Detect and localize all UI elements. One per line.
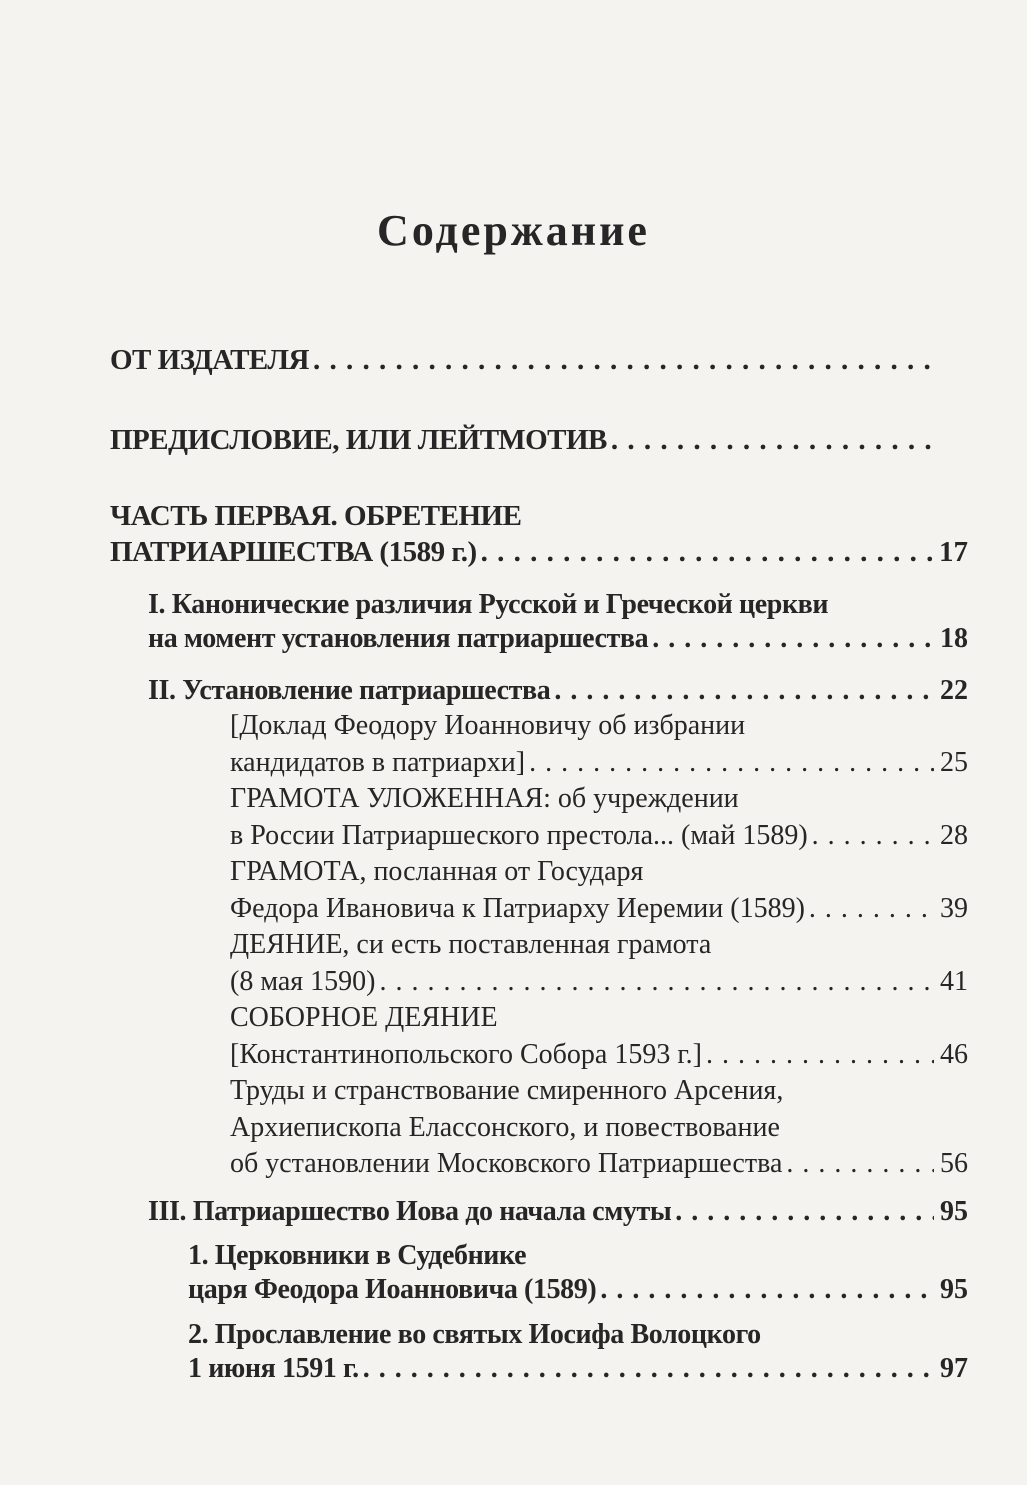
leader-dots (706, 1037, 934, 1074)
leader-dots (529, 745, 934, 782)
toc-page-number: 56 (940, 1148, 968, 1179)
toc-entry-title: ПАТРИАРШЕСТВА (1589 г.) (110, 536, 477, 568)
toc-entry-title: Федора Ивановича к Патриарху Иеремии (1589) (230, 892, 805, 924)
toc-entry-title: II. Установление патриаршества (148, 675, 551, 706)
toc-entry-title: ПРЕДИСЛОВИЕ, ИЛИ ЛЕЙТМОТИВ (110, 424, 607, 456)
page-title: Содержание (377, 206, 650, 255)
toc-entry-title: на момент установления патриаршества (148, 623, 649, 654)
toc-page-number: 39 (940, 892, 968, 924)
leader-dots (600, 1273, 934, 1307)
leader-dots (809, 891, 934, 928)
toc-entry-title: Архиепископа Елассонского, и повествование (230, 1111, 780, 1143)
toc-entry-title: (8 мая 1590) (230, 965, 376, 997)
leader-dots (379, 964, 934, 1001)
toc-entry-title: в России Патриаршеского престола... (май 1589) (230, 819, 808, 851)
toc-page-number: 22 (940, 675, 968, 706)
toc-entry-title: ГРАМОТА, посланная от Государя (230, 856, 644, 887)
toc-entry-part-one[interactable] (110, 498, 968, 570)
toc-entry-gramota-ulozhennaya[interactable] (110, 781, 968, 854)
chapter-2-documents (110, 708, 968, 1183)
toc-entry-title: ДЕЯНИЕ, си есть поставленная грамота (230, 929, 712, 960)
toc-page-number: 95 (940, 1196, 968, 1227)
leader-dots (313, 342, 934, 378)
toc-entry-chapter-1[interactable] (110, 588, 968, 656)
toc-entry-title: [Константинопольского Собора 1593 г.] (230, 1038, 702, 1070)
toc-page-number: 25 (940, 746, 968, 778)
toc-page-number: 18 (940, 623, 968, 654)
toc-entry-title: I. Канонические различия Русской и Греческой церкви (148, 589, 829, 620)
toc-entry-chapter-3[interactable] (110, 1195, 968, 1229)
toc-entry-title: [Доклад Феодору Иоанновичу об избрании (230, 710, 746, 741)
toc-entry-title: кандидатов в патриархи] (230, 746, 526, 778)
toc-entry-title: ОТ ИЗДАТЕЛЯ (110, 344, 309, 376)
leader-dots (363, 1352, 934, 1386)
toc-page-number: 46 (940, 1038, 968, 1070)
leader-dots (481, 534, 934, 570)
toc-entry-title: об установлении Московского Патриаршества (230, 1148, 783, 1179)
toc-page-number: 17 (939, 536, 968, 568)
toc-page-number: 28 (940, 819, 968, 851)
toc-entry-section-2[interactable] (110, 1318, 968, 1386)
toc-entry-title: ГРАМОТА УЛОЖЕННАЯ: об учреждении (230, 783, 739, 814)
toc-entry-gramota-poslannaya[interactable] (110, 854, 968, 927)
toc-page-number: 95 (940, 1274, 968, 1305)
toc-entry-chapter-2[interactable] (110, 674, 968, 708)
toc-entry-preface[interactable] (110, 422, 968, 458)
leader-dots (675, 1195, 934, 1229)
leader-dots (812, 818, 934, 855)
toc-page-number: 97 (940, 1353, 968, 1384)
toc-entry-sobornoe-deyanie[interactable] (110, 1000, 968, 1073)
toc-entry-title: Труды и странствование смиренного Арсения, (230, 1075, 784, 1106)
toc-entry-title: 1 июня 1591 г. (188, 1353, 359, 1384)
toc-entry-title: СОБОРНОЕ ДЕЯНИЕ (230, 1002, 498, 1033)
toc-entry-arseny-works[interactable] (110, 1073, 968, 1183)
toc-page-number: 41 (940, 965, 968, 997)
leader-dots (611, 422, 934, 458)
leader-dots (652, 622, 934, 656)
toc-entry-title: царя Феодора Иоанновича (1589) (188, 1274, 597, 1305)
toc-entry-from-publisher[interactable] (110, 342, 968, 378)
toc-entry-title: III. Патриаршество Иова до начала смуты (148, 1196, 672, 1227)
toc-entry-section-1[interactable] (110, 1239, 968, 1307)
toc-entry-deyanie[interactable] (110, 927, 968, 1000)
leader-dots (786, 1146, 934, 1183)
toc-entry-title: 1. Церковники в Судебнике (188, 1240, 527, 1271)
toc-entry-title: ЧАСТЬ ПЕРВАЯ. ОБРЕТЕНИЕ (110, 500, 522, 532)
leader-dots (554, 674, 934, 708)
toc-entry-title: 2. Прославление во святых Иосифа Волоцкого (188, 1319, 761, 1350)
toc-entry-report-to-feodor[interactable] (110, 708, 968, 781)
